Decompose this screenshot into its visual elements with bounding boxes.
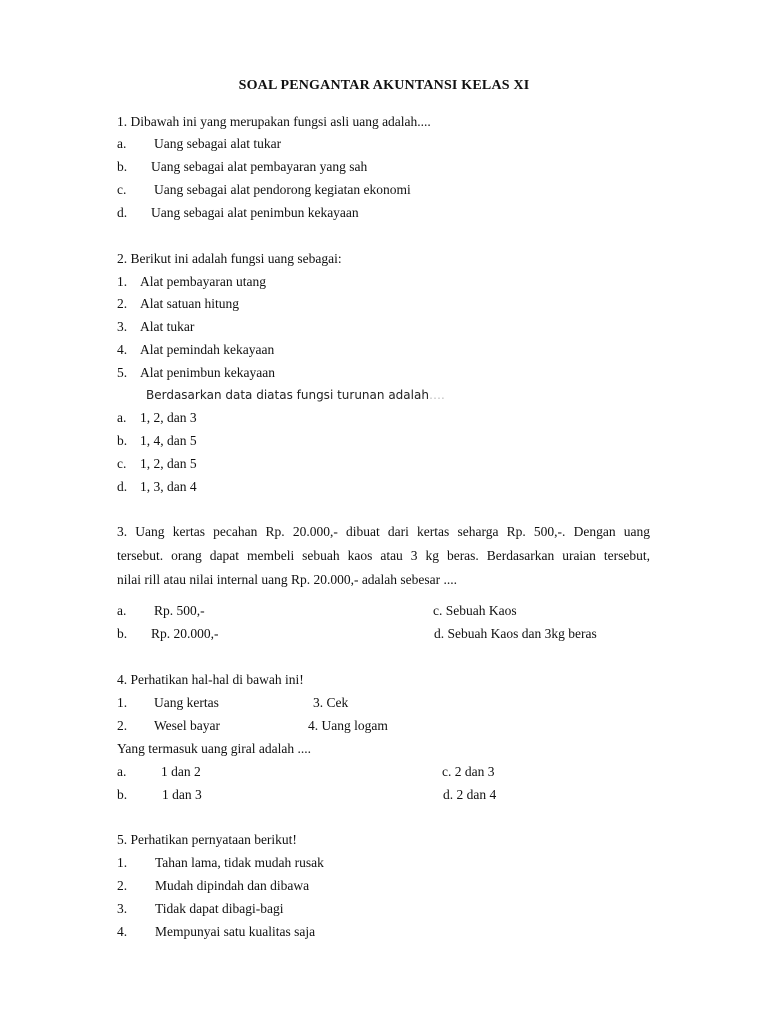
q2-option-d (117, 479, 197, 495)
question-3-line-2: tersebut. orang dapat membeli sebuah kaos atau 3 kg beras. Berdasarkan uraian tersebut, (117, 548, 650, 563)
q5-item-1 (117, 855, 324, 871)
prompt-text: Berdasarkan data diatas fungsi turunan adalah (146, 388, 429, 402)
item-label: 4. (117, 924, 128, 939)
item-text: Uang kertas (154, 695, 219, 710)
option-text: 1, 3, dan 4 (140, 479, 197, 494)
item-label: 3. (117, 901, 128, 916)
option-label: a. (117, 764, 127, 779)
question-3-line-3: nilai rill atau nilai internal uang Rp. 20.000,- adalah sebesar .... (117, 572, 458, 587)
option-label: b. (117, 159, 128, 174)
option-label: a. (117, 136, 127, 151)
q2-prompt (146, 388, 445, 402)
q4-item-1 (117, 695, 219, 711)
q4-item-4: 4. Uang logam (308, 718, 388, 733)
q4-option-d: d. 2 dan 4 (443, 787, 497, 802)
item-label: 4. (117, 342, 128, 357)
q3-option-b (117, 626, 219, 642)
item-label: 2. (117, 296, 128, 311)
option-label: a. (117, 603, 127, 618)
option-text: 1, 2, dan 3 (140, 410, 197, 425)
q1-option-d (117, 205, 359, 221)
item-text: Mempunyai satu kualitas saja (155, 924, 316, 939)
item-text: Alat satuan hitung (140, 296, 239, 311)
option-text: Uang sebagai alat penimbun kekayaan (151, 205, 359, 220)
item-text: Alat penimbun kekayaan (140, 365, 275, 380)
option-label: a. (117, 410, 127, 425)
q1-option-c (117, 182, 411, 198)
option-label: c. (117, 456, 127, 471)
option-text: 1 dan 3 (162, 787, 202, 802)
item-text: Alat pemindah kekayaan (140, 342, 275, 357)
item-label: 5. (117, 365, 128, 380)
item-label: 2. (117, 878, 128, 893)
question-2-stem: 2. Berikut ini adalah fungsi uang sebagai: (117, 251, 342, 266)
item-text: Tahan lama, tidak mudah rusak (155, 855, 324, 870)
q1-option-b (117, 159, 367, 175)
option-label: b. (117, 626, 128, 641)
question-5-stem: 5. Perhatikan pernyataan berikut! (117, 832, 297, 847)
q4-prompt: Yang termasuk uang giral adalah .... (117, 741, 311, 756)
q2-item-5 (117, 365, 275, 381)
q4-option-a (117, 764, 201, 780)
option-text: Rp. 20.000,- (151, 626, 219, 641)
item-text: Tidak dapat dibagi-bagi (155, 901, 284, 916)
item-label: 1. (117, 695, 128, 710)
option-label: b. (117, 433, 128, 448)
question-3-line-1: 3. Uang kertas pecahan Rp. 20.000,- dibuat dari kertas seharga Rp. 500,-. Dengan uang (117, 524, 650, 539)
q2-item-1 (117, 274, 266, 290)
question-4-stem: 4. Perhatikan hal-hal di bawah ini! (117, 672, 304, 687)
option-label: b. (117, 787, 128, 802)
q1-option-a (117, 136, 281, 152)
q3-option-d: d. Sebuah Kaos dan 3kg beras (434, 626, 597, 641)
option-text: Uang sebagai alat tukar (154, 136, 282, 151)
prompt-dots: …. (428, 388, 445, 402)
option-text: 1, 4, dan 5 (140, 433, 197, 448)
q2-item-2 (117, 296, 239, 312)
item-text: Alat tukar (140, 319, 195, 334)
option-text: 1 dan 2 (161, 764, 201, 779)
item-label: 1. (117, 855, 128, 870)
item-label: 3. (117, 319, 128, 334)
q5-item-3 (117, 901, 283, 917)
q2-item-4 (117, 342, 274, 358)
page-title: SOAL PENGANTAR AKUNTANSI KELAS XI (238, 78, 530, 93)
q2-option-b (117, 433, 197, 449)
q5-item-4 (117, 924, 315, 940)
item-text: Mudah dipindah dan dibawa (155, 878, 310, 893)
q3-option-a (117, 603, 205, 619)
option-text: Uang sebagai alat pendorong kegiatan ekonomi (154, 182, 411, 197)
option-label: d. (117, 205, 128, 220)
q5-item-2 (117, 878, 309, 894)
option-label: c. (117, 182, 127, 197)
item-label: 1. (117, 274, 128, 289)
item-text: Alat pembayaran utang (140, 274, 266, 289)
q3-option-c: c. Sebuah Kaos (433, 603, 517, 618)
option-text: Rp. 500,- (154, 603, 205, 618)
question-1-stem: 1. Dibawah ini yang merupakan fungsi asli uang adalah.... (117, 114, 431, 129)
q2-option-c (117, 456, 197, 472)
item-text: Wesel bayar (154, 718, 221, 733)
q4-option-c: c. 2 dan 3 (442, 764, 495, 779)
q2-item-3 (117, 319, 194, 335)
q4-item-3: 3. Cek (313, 695, 349, 710)
q2-option-a (117, 410, 197, 426)
q4-option-b (117, 787, 202, 803)
item-label: 2. (117, 718, 128, 733)
option-text: 1, 2, dan 5 (140, 456, 197, 471)
q4-item-2 (117, 718, 220, 734)
option-text: Uang sebagai alat pembayaran yang sah (151, 159, 368, 174)
option-label: d. (117, 479, 128, 494)
